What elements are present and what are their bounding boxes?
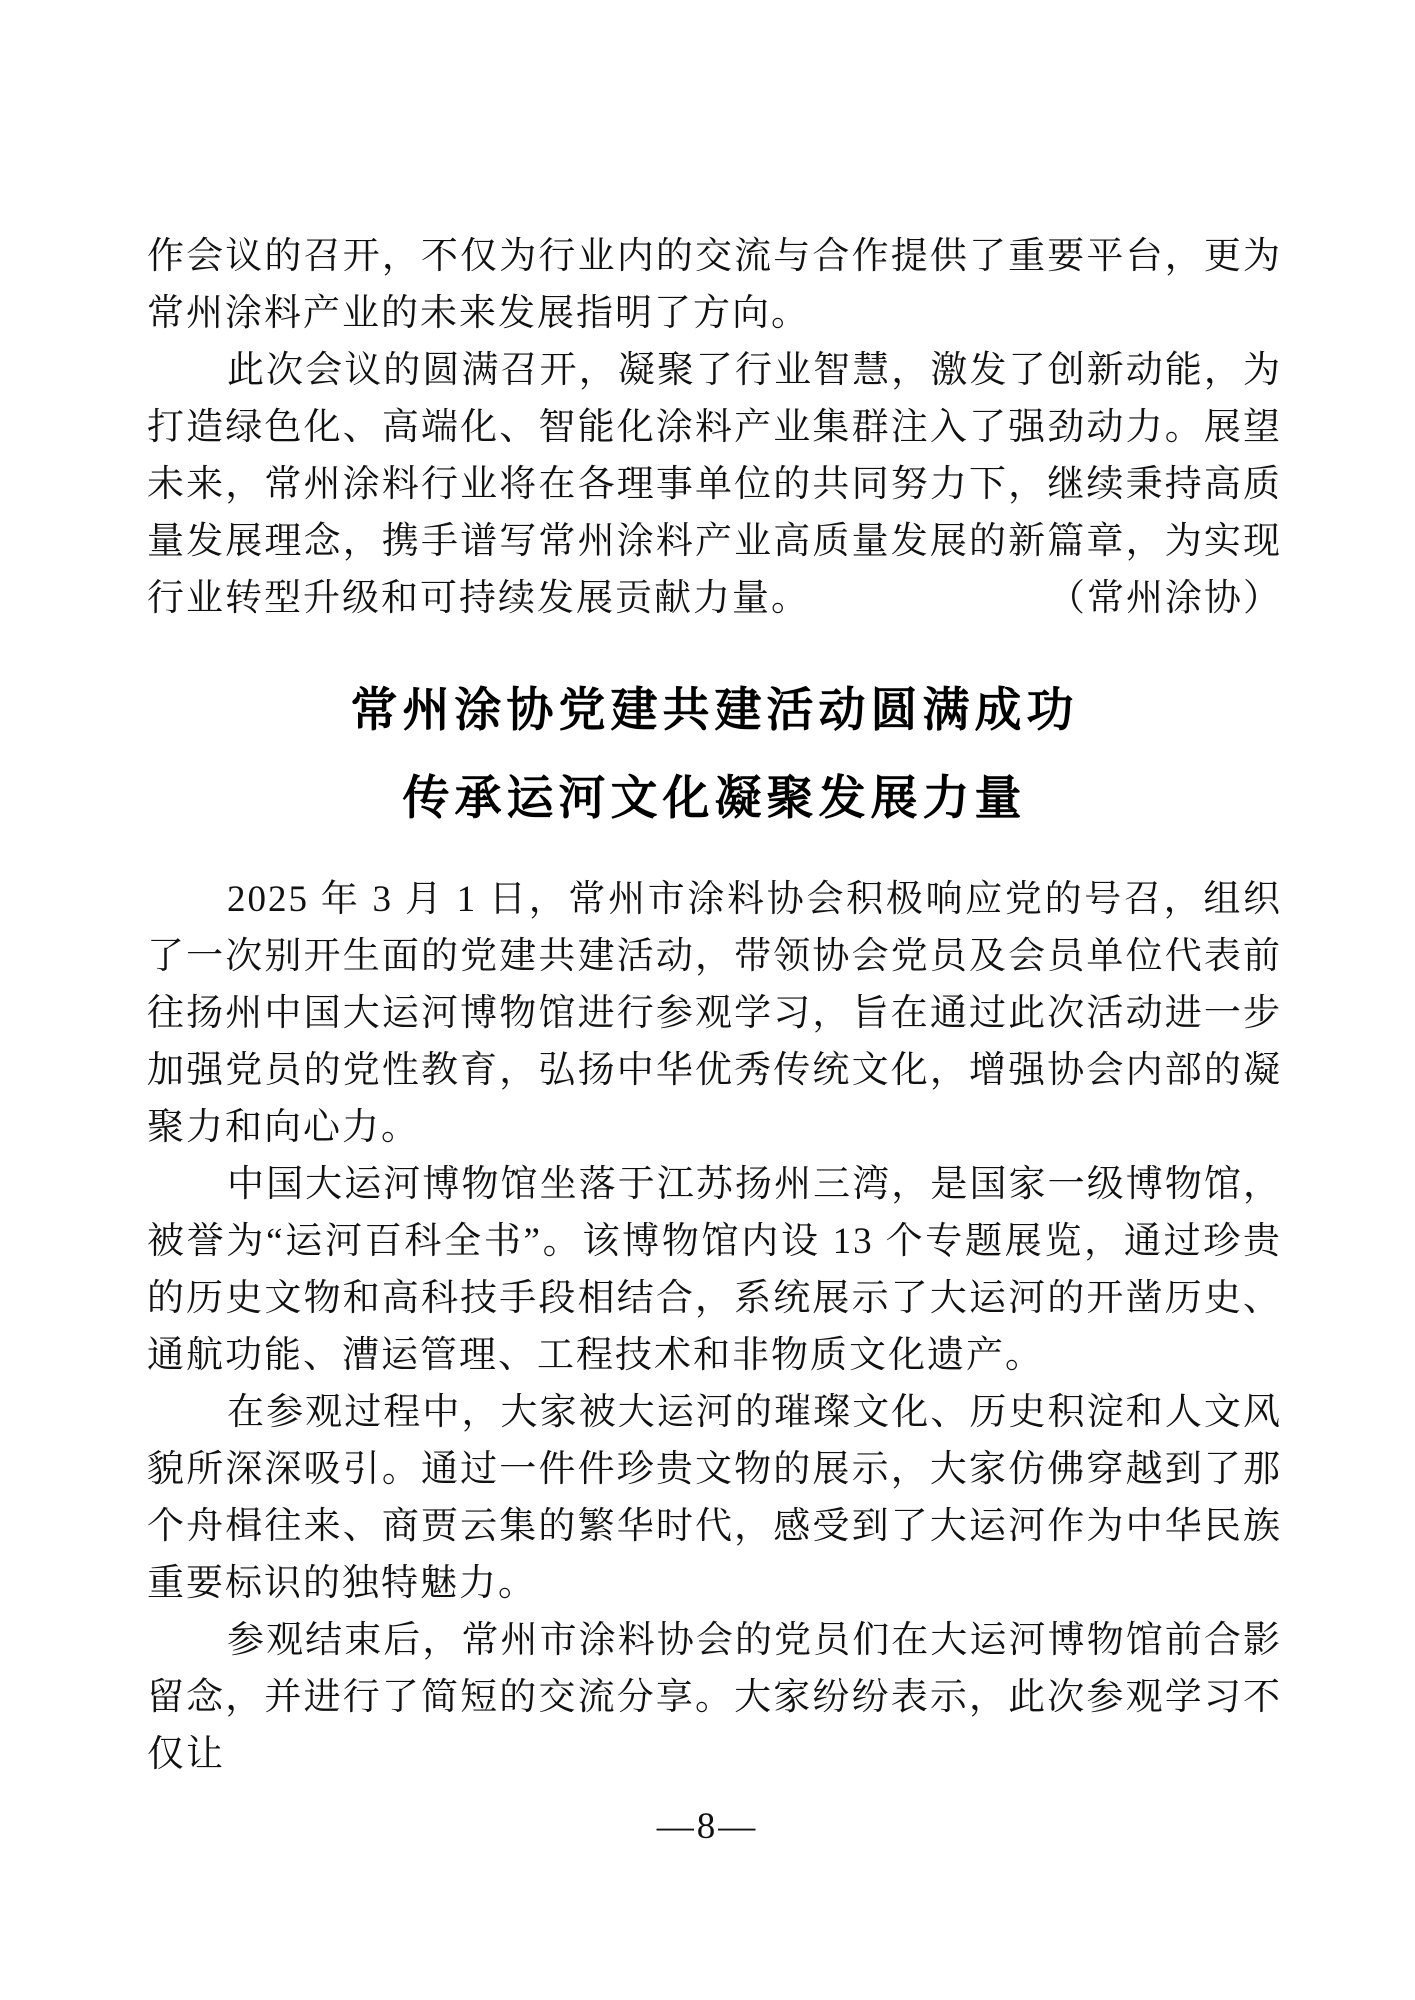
article-paragraph-4: 参观结束后，常州市涂料协会的党员们在大运河博物馆前合影留念，并进行了简短的交流分享。大家纷纷表示，此次参观学习不仅让 (147, 1620, 1282, 1775)
paragraph-continuation: 作会议的召开，不仅为行业内的交流与合作提供了重要平台，更为常州涂料产业的未来发展指明了方向。 (147, 236, 1282, 334)
page-number: —8— (656, 1806, 759, 1847)
article-paragraph-2: 中国大运河博物馆坐落于江苏扬州三湾，是国家一级博物馆，被誉为“运河百科全书”。该博物馆内设 13 个专题展览，通过珍贵的历史文物和高科技手段相结合，系统展示了大运河的开凿历史、通航功能、漕运管理、工程技术和非物质文化遗产。 (147, 1164, 1282, 1376)
page-content (147, 228, 1282, 1783)
article-paragraph-3: 在参观过程中，大家被大运河的璀璨文化、历史积淀和人文风貌所深深吸引。通过一件件珍贵文物的展示，大家仿佛穿越到了那个舟楫往来、商贾云集的繁华时代，感受到了大运河作为中华民族重要标识的独特魅力。 (147, 1392, 1282, 1604)
article-title-line-1: 常州涂协党建共建活动圆满成功 (350, 685, 1079, 737)
article-title-line-2: 传承运河文化凝聚发展力量 (402, 773, 1027, 825)
article-paragraph-1: 2025 年 3 月 1 日，常州市涂料协会积极响应党的号召，组织了一次别开生面的党建共建活动，带领协会党员及会员单位代表前往扬州中国大运河博物馆进行参观学习，旨在通过此次活动进一步加强党员的党性教育，弘扬中华优秀传统文化，增强协会内部的凝聚力和向心力。 (147, 879, 1282, 1148)
article-attribution: （常州涂协） (1048, 578, 1282, 619)
paragraph-closing-text: 此次会议的圆满召开，凝聚了行业智慧，激发了创新动能，为打造绿色化、高端化、智能化涂料产业集群注入了强劲动力。展望未来，常州涂料行业将在各理事单位的共同努力下，继续秉持高质量发展理念，携手谱写常州涂料产业高质量发展的新篇章，为实现行业转型升级和可持续发展贡献力量。 (147, 350, 1282, 619)
paragraph-closing (147, 342, 1282, 627)
